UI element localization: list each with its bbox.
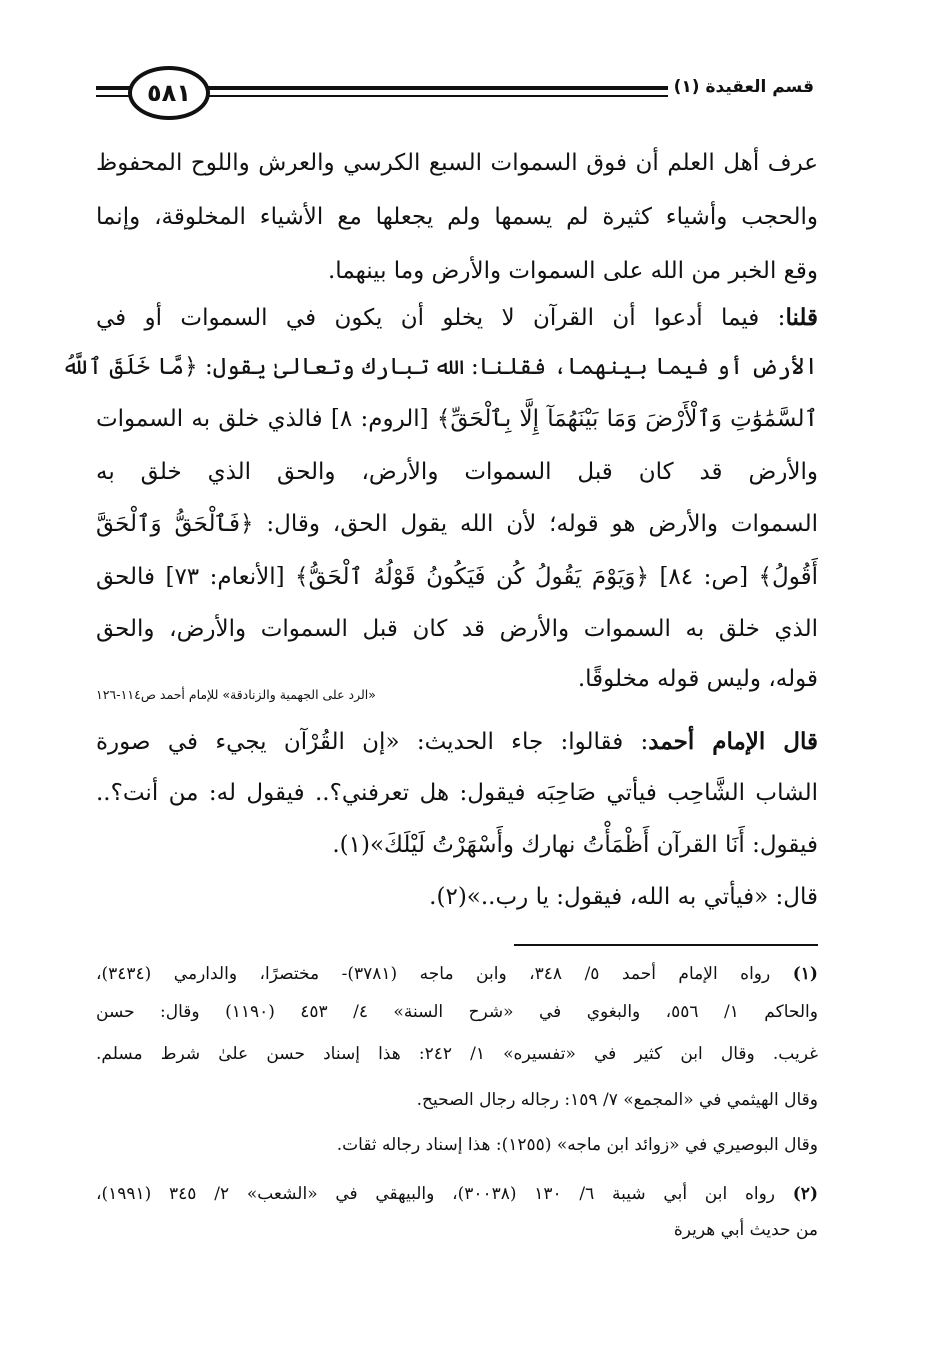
body-line-11: قوله، وليس قوله مخلوقًا.	[577, 666, 818, 692]
body-line-2: والحجب وأشياء كثيرة لم يسمها ولم يجعلها مع الأشياء المخلوقة، وإنما	[96, 204, 818, 230]
footnote-1-line-5: وقال البوصيري في «زوائد ابن ماجه» (١٢٥٥): هذا إسناد رجاله ثقات.	[336, 1135, 818, 1155]
reference-citation: «الرد على الجهمية والزنادقة» للإمام أحمد ص١١٤-١٢٦	[96, 687, 376, 702]
footnote-2-text-1: رواه ابن أبي شيبة ٦/ ١٣٠ (٣٠٠٣٨)، والبيهقي في «الشعب» ٢/ ٣٤٥ (١٩٩١)،	[96, 1184, 775, 1204]
footnote-1-text-1: رواه الإمام أحمد ٥/ ٣٤٨، وابن ماجه (٣٧٨١)- مختصرًا، والدارمي (٣٤٣٤)،	[96, 964, 771, 984]
section-title: قسم العقيدة (١)	[668, 77, 820, 97]
footnote-1-line-3: غريب. وقال ابن كثير في «تفسيره» ١/ ٢٤٢: هذا إسناد حسن علىٰ شرط مسلم.	[96, 1044, 818, 1064]
bold-lead-qulna: قلنا	[785, 304, 818, 331]
bold-lead-imam-ahmad: قال الإمام أحمد	[648, 728, 818, 755]
body-line-13: الشاب الشَّاحِب فيأتي صَاحِبَه فيقول: هل تعرفني؟.. فيقول له: من أنت؟..	[96, 780, 818, 806]
body-line-4	[96, 303, 818, 333]
footnote-separator	[514, 944, 818, 946]
body-line-4-text: : فيما أدعوا أن القرآن لا يخلو أن يكون في السموات أو في	[96, 305, 786, 331]
footnote-2-line-2: من حديث أبي هريرة	[673, 1220, 818, 1240]
body-line-7: والأرض قد كان قبل السموات والأرض، والحق الذي خلق به	[96, 459, 818, 485]
body-line-6: ٱلسَّمَٰوَٰتِ وَٱلْأَرْضَ وَمَا بَيْنَهُمَآ إِلَّا بِٱلْحَقِّ﴾ [الروم: ٨] فالذي خلق به السموات	[96, 406, 818, 432]
body-line-14: فيقول: أَنَا القرآن أَظْمَأْتُ نهارك وأَسْهَرْتُ لَيْلَكَ»(١).	[332, 832, 818, 858]
body-line-15: قال: «فيأتي به الله، فيقول: يا رب..»(٢).	[429, 884, 818, 910]
body-line-3: وقع الخبر من الله على السموات والأرض وما بينهما.	[328, 258, 818, 284]
body-line-12-text: : فقالوا: جاء الحديث: «إن القُرْآن يجيء في صورة	[96, 729, 649, 755]
footnote-1-line-4: وقال الهيثمي في «المجمع» ٧/ ١٥٩: رجاله رجال الصحيح.	[416, 1090, 818, 1110]
body-line-8: السموات والأرض هو قوله؛ لأن الله يقول الحق، وقال: ﴿فَٱلْحَقُّ وَٱلْحَقَّ	[96, 511, 818, 537]
body-line-5: الأرض أو فيما بينهما، فقلنا: الله تبارك وتعالىٰ يقول: ﴿مَّا خَلَقَ ٱللَّهُ	[61, 354, 818, 380]
body-line-1: عرف أهل العلم أن فوق السموات السبع الكرسي والعرش واللوح المحفوظ	[96, 150, 818, 176]
body-line-12	[96, 727, 818, 757]
page-number: ٥٨١	[128, 66, 210, 120]
footnote-2-line-1	[96, 1182, 818, 1206]
footnote-1-line-2: والحاكم ١/ ٥٥٦، والبغوي في «شرح السنة» ٤/ ٤٥٣ (١١٩٠) وقال: حسن	[96, 1002, 818, 1022]
footnote-2-number: (٢)	[792, 1184, 818, 1204]
body-line-10: الذي خلق به السموات والأرض قد كان قبل السموات والأرض، والحق	[96, 616, 818, 642]
footnote-1-line-1	[96, 962, 818, 986]
footnote-1-number: (١)	[792, 964, 818, 984]
body-line-9: أَقُولُ﴾ [ص: ٨٤] ﴿وَيَوْمَ يَقُولُ كُن فَيَكُونُ قَوْلُهُ ٱلْحَقُّ﴾ [الأنعام: ٧٣] فالحق	[96, 564, 818, 590]
